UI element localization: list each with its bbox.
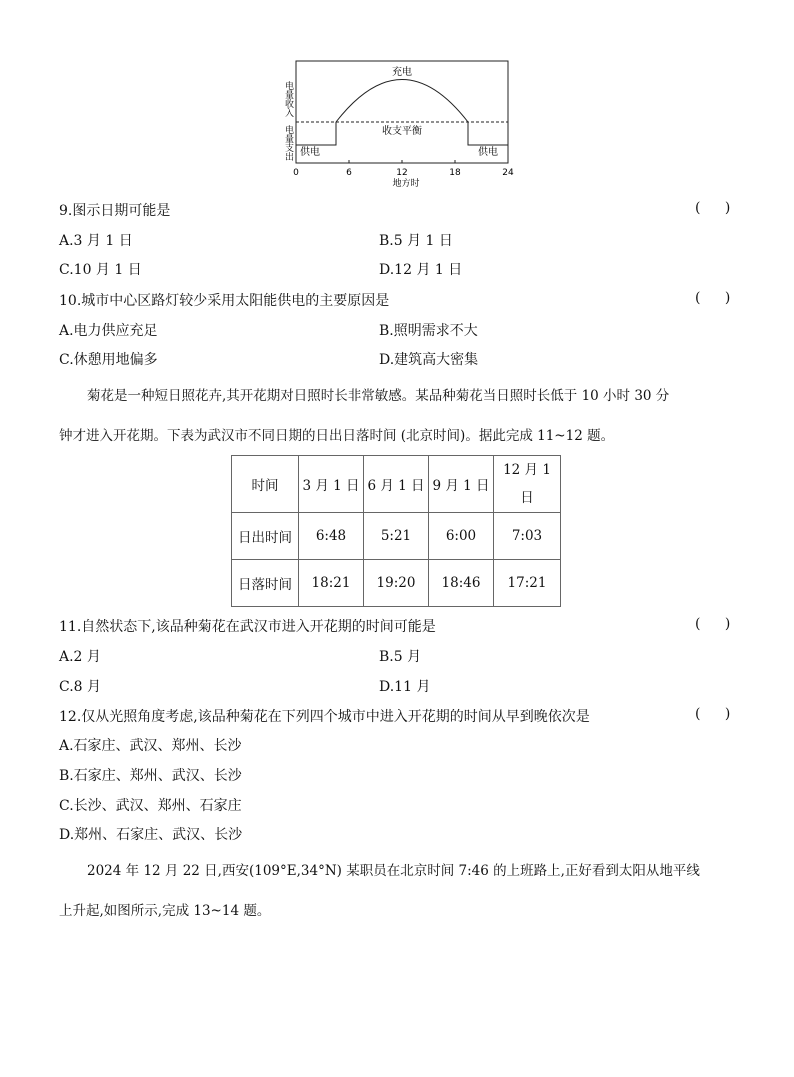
q12-option-b[interactable]: B.石家庄、郑州、武汉、长沙: [59, 768, 242, 784]
passage2-line1: 2024 年 12 月 22 日,西安(109°E,34°N) 某职员在北京时间 7:46 的上班路上,正好看到太阳从地平线: [87, 863, 700, 879]
q9-option-d[interactable]: D.12 月 1 日: [379, 262, 463, 278]
passage2-line2: 上升起,如图所示,完成 13~14 题。: [59, 903, 271, 919]
x-tick-label: 24: [502, 168, 514, 178]
supply-step-left: [296, 122, 336, 145]
passage1-line1: 菊花是一种短日照花卉,其开花期对日照时长非常敏感。某品种菊花当日照时长低于 10 小时 30 分: [87, 388, 670, 404]
table-cell: 6:48: [299, 513, 364, 560]
table-header-row: [232, 456, 561, 513]
q10-option-a[interactable]: A.电力供应充足: [59, 323, 158, 339]
table-cell: 7:03: [494, 513, 561, 560]
x-tick-label: 18: [449, 168, 461, 178]
y-label-income: 电量收入: [283, 81, 293, 117]
supply-step-right: [468, 122, 508, 145]
energy-balance-figure: [270, 55, 530, 190]
charge-curve: [336, 80, 468, 123]
table-cell: 5:21: [364, 513, 429, 560]
table-row-label: 日落时间: [232, 560, 299, 607]
table-header-cell: 6 月 1 日: [364, 456, 429, 513]
label-supply-right: 供电: [478, 147, 498, 158]
table-row-label: 日出时间: [232, 513, 299, 560]
q10-stem: 10.城市中心区路灯较少采用太阳能供电的主要原因是: [59, 293, 390, 309]
q11-option-a[interactable]: A.2 月: [59, 649, 101, 665]
label-charge: 充电: [392, 67, 412, 78]
x-tick-label: 6: [346, 168, 352, 178]
q12-option-c[interactable]: C.长沙、武汉、郑州、石家庄: [59, 798, 242, 814]
table-header-cell: 3 月 1 日: [299, 456, 364, 513]
q9-option-a[interactable]: A.3 月 1 日: [59, 233, 133, 249]
x-axis-title: 地方时: [392, 179, 420, 189]
q9-option-b[interactable]: B.5 月 1 日: [379, 233, 453, 249]
q10-option-b[interactable]: B.照明需求不大: [379, 323, 478, 339]
q11-answer-bracket: ( ): [695, 616, 741, 632]
q9-option-c[interactable]: C.10 月 1 日: [59, 262, 142, 278]
q12-stem: 12.仅从光照角度考虑,该品种菊花在下列四个城市中进入开花期的时间从早到晚依次是: [59, 709, 590, 725]
q10-answer-bracket: ( ): [695, 290, 741, 306]
q11-stem: 11.自然状态下,该品种菊花在武汉市进入开花期的时间可能是: [59, 619, 436, 635]
y-label-expense: 电量支出: [283, 125, 293, 161]
table-header-cell: [494, 456, 561, 513]
q11-option-d[interactable]: D.11 月: [379, 679, 431, 695]
table-header-cell: 9 月 1 日: [429, 456, 494, 513]
table-cell: 18:46: [429, 560, 494, 607]
table-header-cell-line2: 日: [520, 490, 534, 506]
q12-option-a[interactable]: A.石家庄、武汉、郑州、长沙: [59, 738, 242, 754]
label-supply-left: 供电: [300, 147, 320, 158]
q10-option-d[interactable]: D.建筑高大密集: [379, 352, 479, 368]
q9-stem: 9.图示日期可能是: [59, 203, 171, 219]
x-tick-label: 12: [396, 168, 408, 178]
q12-answer-bracket: ( ): [695, 706, 741, 722]
q10-option-c[interactable]: C.休憩用地偏多: [59, 352, 158, 368]
table-row: [232, 513, 561, 560]
q12-option-d[interactable]: D.郑州、石家庄、武汉、长沙: [59, 827, 243, 843]
table-cell: 6:00: [429, 513, 494, 560]
table-row: [232, 560, 561, 607]
label-balance: 收支平衡: [382, 126, 422, 137]
q11-option-b[interactable]: B.5 月: [379, 649, 422, 665]
q11-option-c[interactable]: C.8 月: [59, 679, 102, 695]
x-tick-label: 0: [293, 168, 299, 178]
passage1-line2: 钟才进入开花期。下表为武汉市不同日期的日出日落时间 (北京时间)。据此完成 11~12 题。: [59, 428, 615, 444]
q9-answer-bracket: ( ): [695, 200, 741, 216]
table-cell: 17:21: [494, 560, 561, 607]
table-header-cell: 时间: [232, 456, 299, 513]
table-cell: 19:20: [364, 560, 429, 607]
table-header-cell-line1: 12 月 1: [503, 462, 551, 478]
sunrise-sunset-table: [231, 455, 561, 607]
table-cell: 18:21: [299, 560, 364, 607]
